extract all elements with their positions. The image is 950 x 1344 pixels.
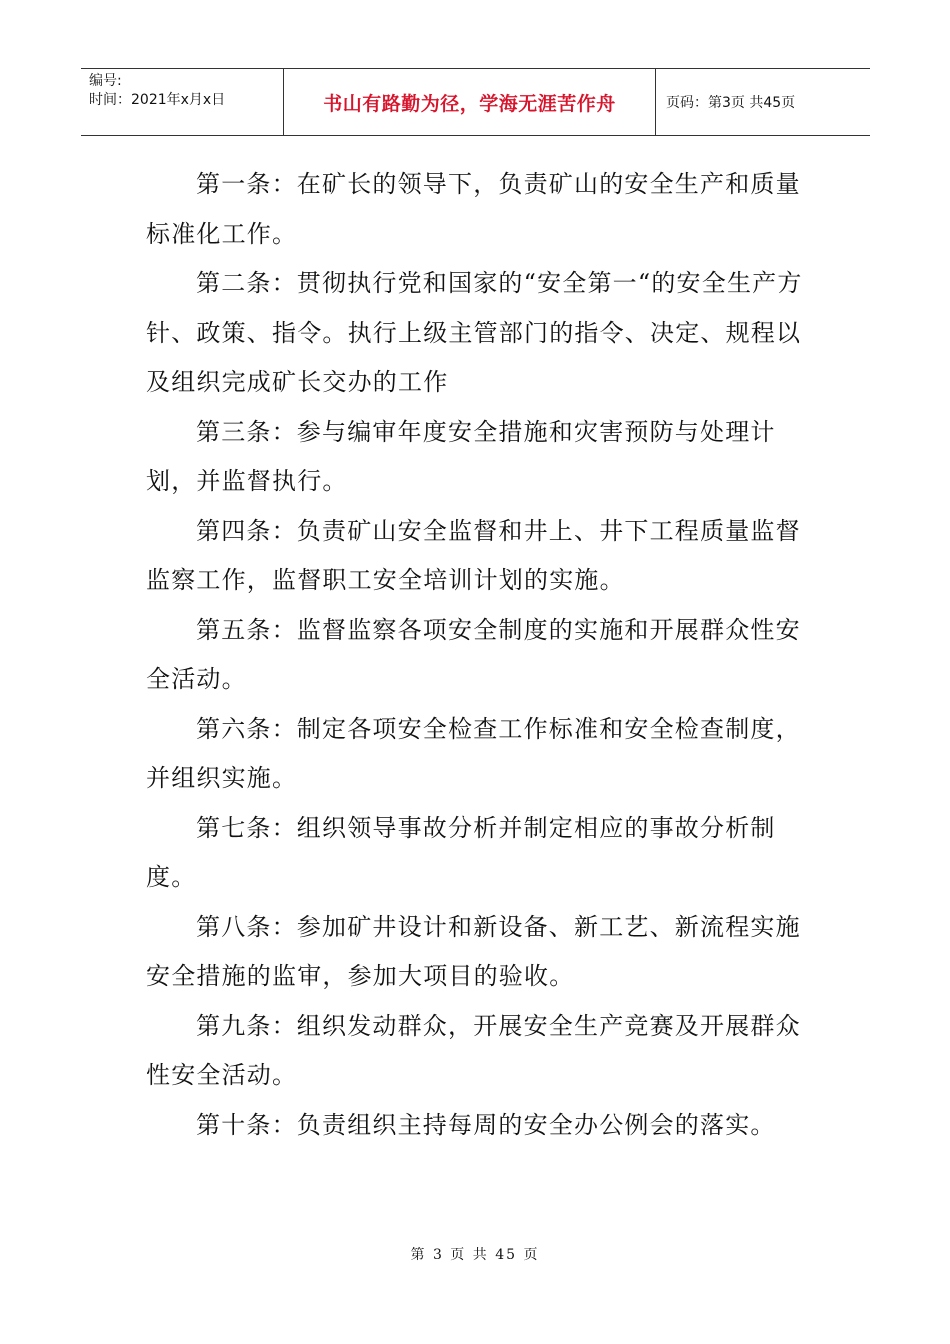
document-number-label: 编号: <box>89 73 122 89</box>
article-paragraph-7: 第七条：组织领导事故分析并制定相应的事故分析制度。 <box>146 813 776 891</box>
header-page-info: 页码：第3页 共45页 <box>666 95 796 111</box>
article-paragraph-10: 第十条：负责组织主持每周的安全办公例会的落实。 <box>196 1110 776 1139</box>
header-page-cell <box>656 69 870 135</box>
header-meta-cell <box>81 69 284 135</box>
article-paragraph-3: 第三条：参与编审年度安全措施和灾害预防与处理计划，并监督执行。 <box>146 417 776 495</box>
header-motto: 书山有路勤为径，学海无涯苦作舟 <box>323 92 616 115</box>
article-paragraph-5: 第五条：监督监察各项安全制度的实施和开展群众性安全活动。 <box>146 615 801 693</box>
article-paragraph-9: 第九条：组织发动群众，开展安全生产竞赛及开展群众性安全活动。 <box>146 1011 801 1089</box>
page-header <box>81 68 870 136</box>
article-paragraph-4: 第四条：负责矿山安全监督和井上、井下工程质量监督监察工作，监督职工安全培训计划的实施。 <box>146 516 801 594</box>
article-paragraph-2: 第二条：贯彻执行党和国家的“安全第一“的安全生产方针、政策、指令。执行上级主管部门的指令、决定、规程以及组织完成矿长交办的工作 <box>146 269 803 396</box>
page-footer: 第 3 页 共 45 页 <box>410 1247 540 1263</box>
document-time-label: 时间：2021年x月x日 <box>89 92 226 108</box>
article-paragraph-1: 第一条：在矿长的领导下，负责矿山的安全生产和质量标准化工作。 <box>146 170 801 248</box>
article-paragraph-6: 第六条：制定各项安全检查工作标准和安全检查制度，并组织实施。 <box>146 714 801 792</box>
document-body <box>146 160 806 1150</box>
header-motto-cell <box>284 69 656 135</box>
article-paragraph-8: 第八条：参加矿井设计和新设备、新工艺、新流程实施安全措施的监审，参加大项目的验收。 <box>146 912 801 990</box>
